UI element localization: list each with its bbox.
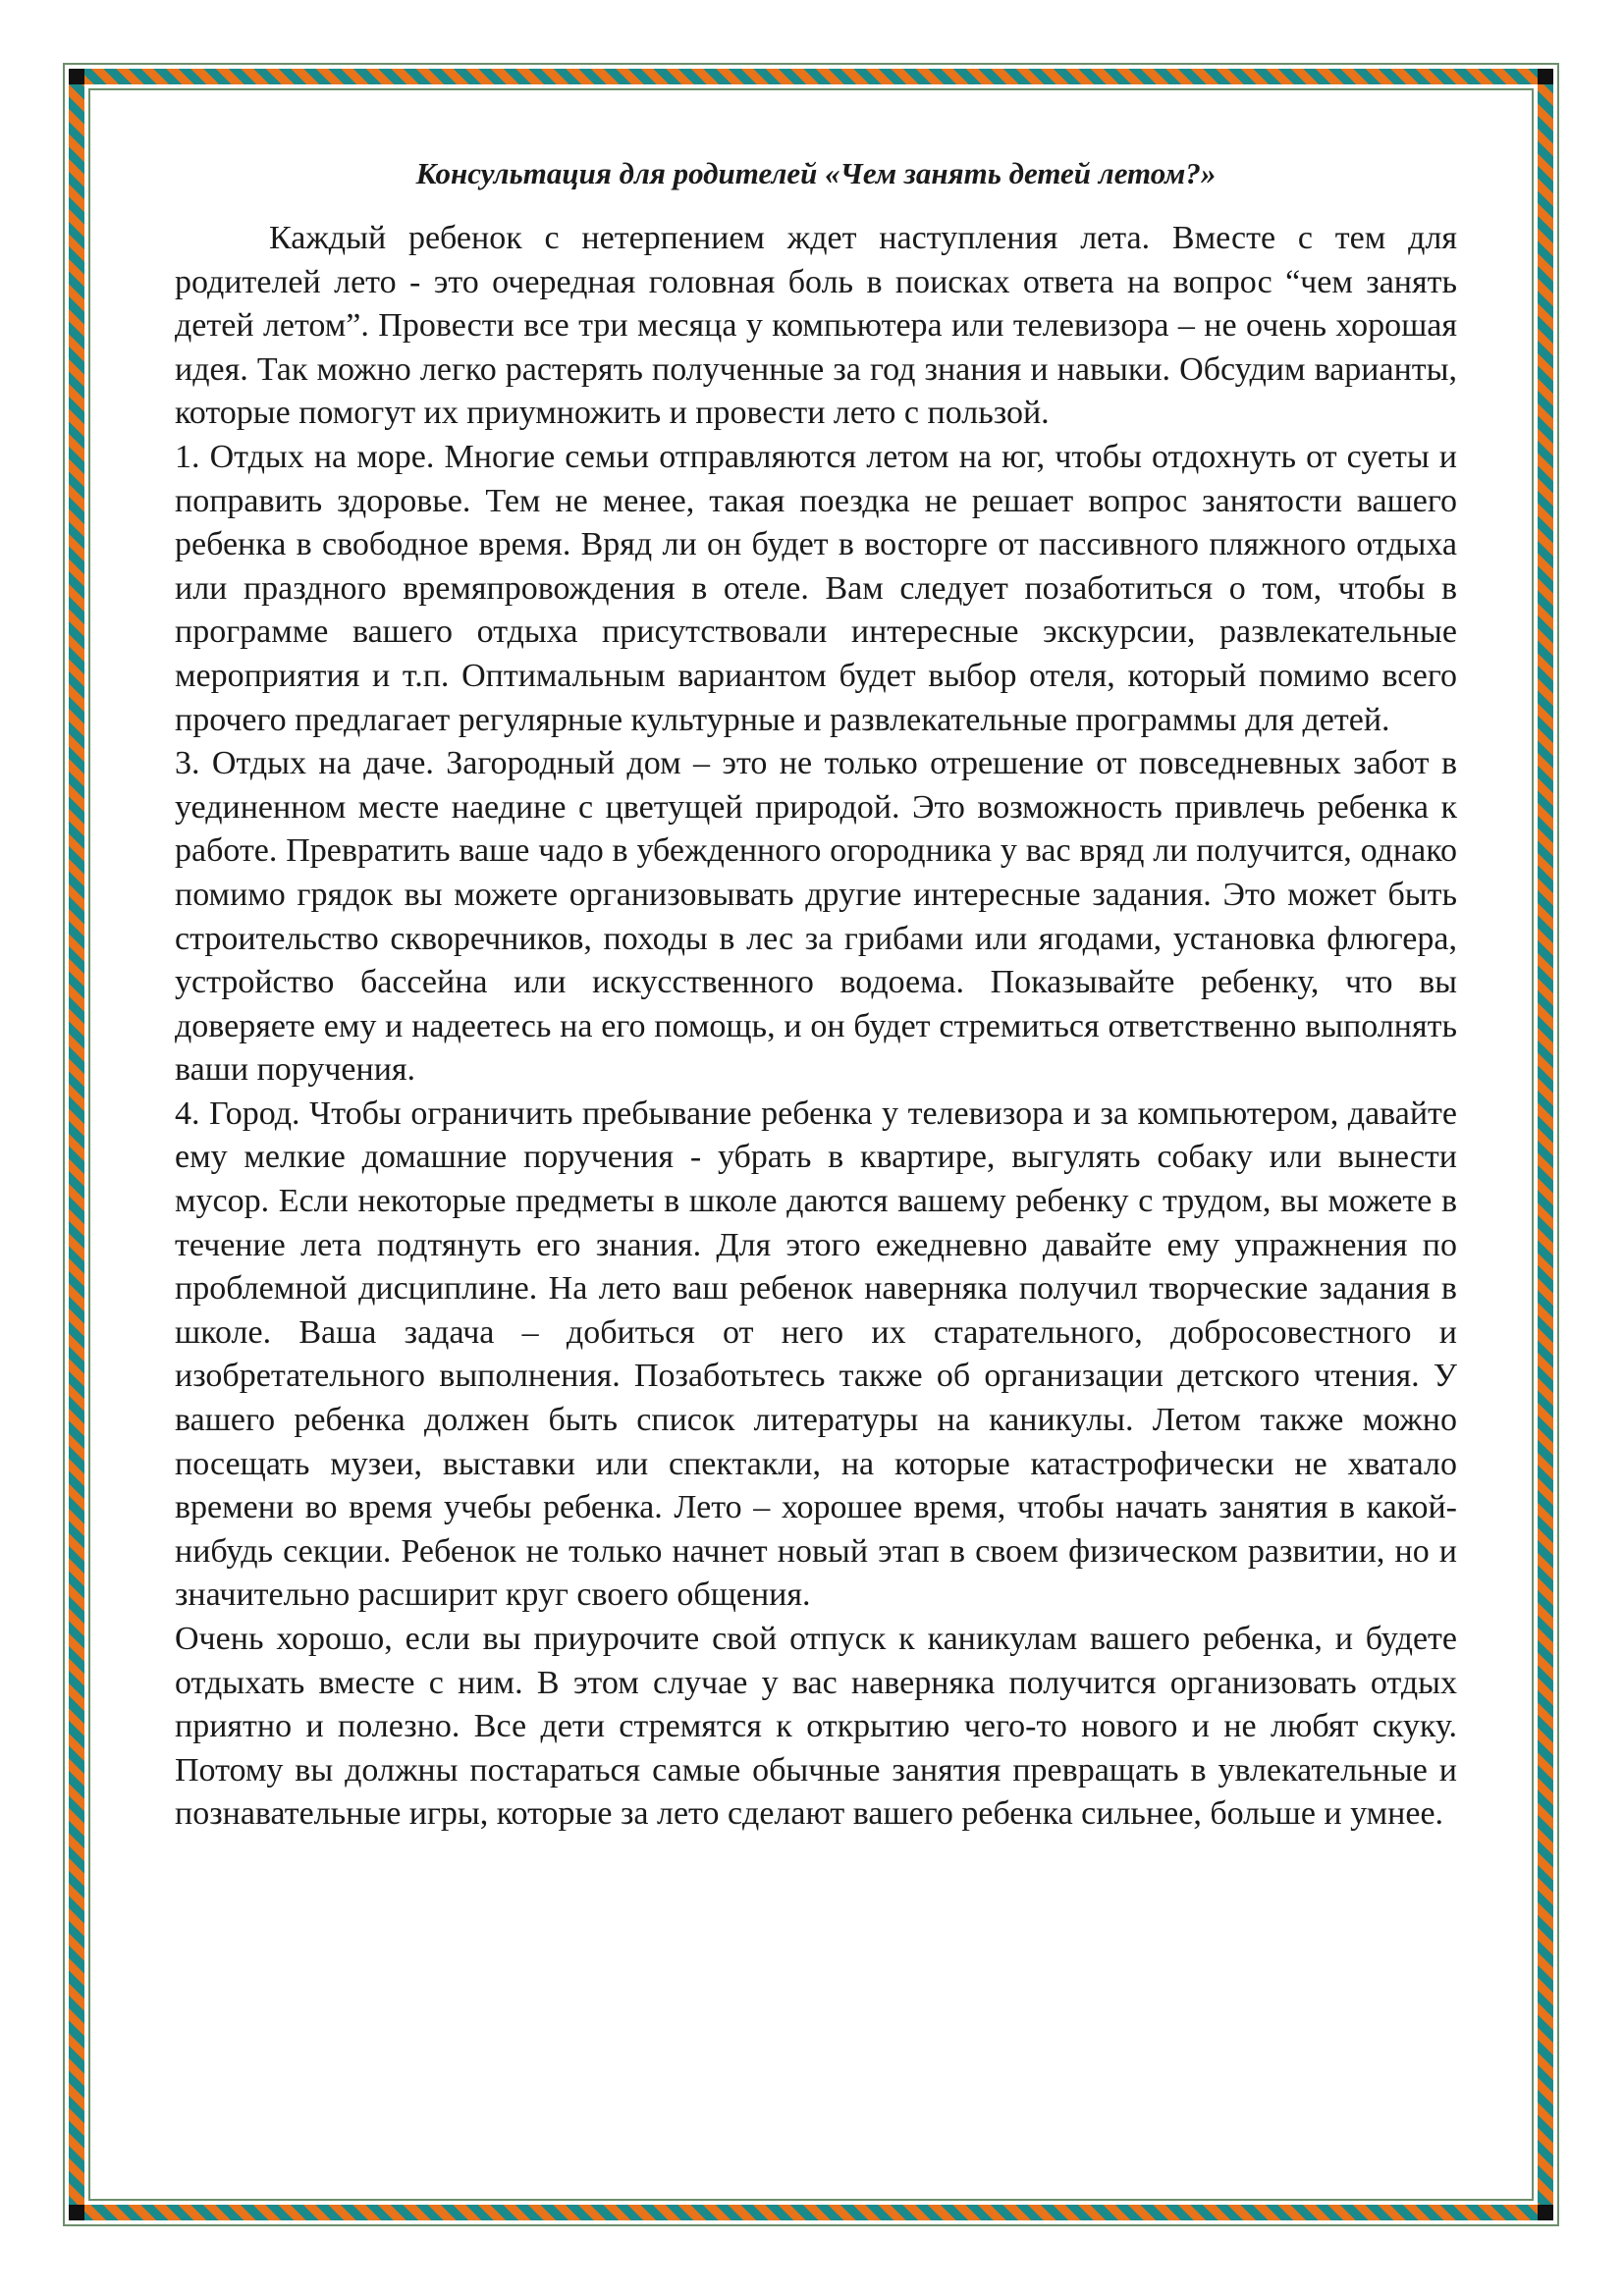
document-title: Консультация для родителей «Чем занять детей летом?» — [415, 156, 1217, 190]
intro-paragraph: Каждый ребенок с нетерпением ждет наступления лета. Вместе с тем для родителей лето - это очередная головная боль в поисках ответа на вопрос “чем занять детей летом”. Провести все три месяца у компьютера или телевизора – не очень хорошая идея. Так можно легко растерять полученные за год знания и навыки. Обсудим варианты, которые помогут их приумножить и провести лето с пользой. — [175, 220, 1457, 432]
paragraph-sea-vacation: 1. Отдых на море. Многие семьи отправляются летом на юг, чтобы отдохнуть от суеты и поправить здоровье. Тем не менее, такая поездка не решает вопрос занятости вашего ребенка в свободное время. Вряд ли он будет в восторге от пассивного пляжного отдыха или праздного времяпровождения в отеле. Вам следует позаботиться о том, чтобы в программе вашего отдыха присутствовали интересные экскурсии, развлекательные мероприятия и т.п. Оптимальным вариантом будет выбор отеля, который помимо всего прочего предлагает регулярные культурные и развлекательные программы для детей. — [175, 438, 1457, 738]
document-body — [175, 152, 1457, 1837]
paragraph-city: 4. Город. Чтобы ограничить пребывание ребенка у телевизора и за компьютером, давайте ему мелкие домашние поручения - убрать в квартире, выгулять собаку или вынести мусор. Если некоторые предметы в школе даются вашему ребенку с трудом, вы можете в течение лета подтянуть его знания. Для этого ежедневно давайте ему упражнения по проблемной дисциплине. На лето ваш ребенок наверняка получил творческие задания в школе. Ваша задача – добиться от него их старательного, добросовестного и изобретательного выполнения. Позаботьтесь также об организации детского чтения. У вашего ребенка должен быть список литературы на каникулы. Летом также можно посещать музеи, выставки или спектакли, на которые катастрофически не хватало времени во время учебы ребенка. Лето – хорошее время, чтобы начать занятия в какой-нибудь секции. Ребенок не только начнет новый этап в своем физическом развитии, но и значительно расширит круг своего общения. — [175, 1095, 1457, 1614]
conclusion-paragraph: Очень хорошо, если вы приурочите свой отпуск к каникулам вашего ребенка, и будете отдыхать вместе с ним. В этом случае у вас наверняка получится организовать отдых приятно и полезно. Все дети стремятся к открытию чего-то нового и не любят скуку. Потому вы должны постараться самые обычные занятия превращать в увлекательные и познавательные игры, которые за лето сделают вашего ребенка сильнее, больше и умнее. — [175, 1621, 1457, 1833]
border-corner-bottom-right — [1538, 2205, 1553, 2220]
paragraph-dacha: 3. Отдых на даче. Загородный дом – это не только отрешение от повседневных забот в уединенном месте наедине с цветущей природой. Это возможность привлечь ребенка к работе. Превратить ваше чадо в убежденного огородника у вас вряд ли получится, однако помимо грядок вы можете организовывать другие интересные задания. Это может быть строительство скворечников, походы в лес за грибами или ягодами, установка флюгера, устройство бассейна или искусственного водоема. Показывайте ребенку, что вы доверяете ему и надеетесь на его помощь, и он будет стремиться ответственно выполнять ваши поручения. — [175, 745, 1457, 1089]
border-corner-bottom-left — [69, 2205, 84, 2220]
border-corner-top-left — [69, 69, 84, 84]
border-corner-top-right — [1538, 69, 1553, 84]
